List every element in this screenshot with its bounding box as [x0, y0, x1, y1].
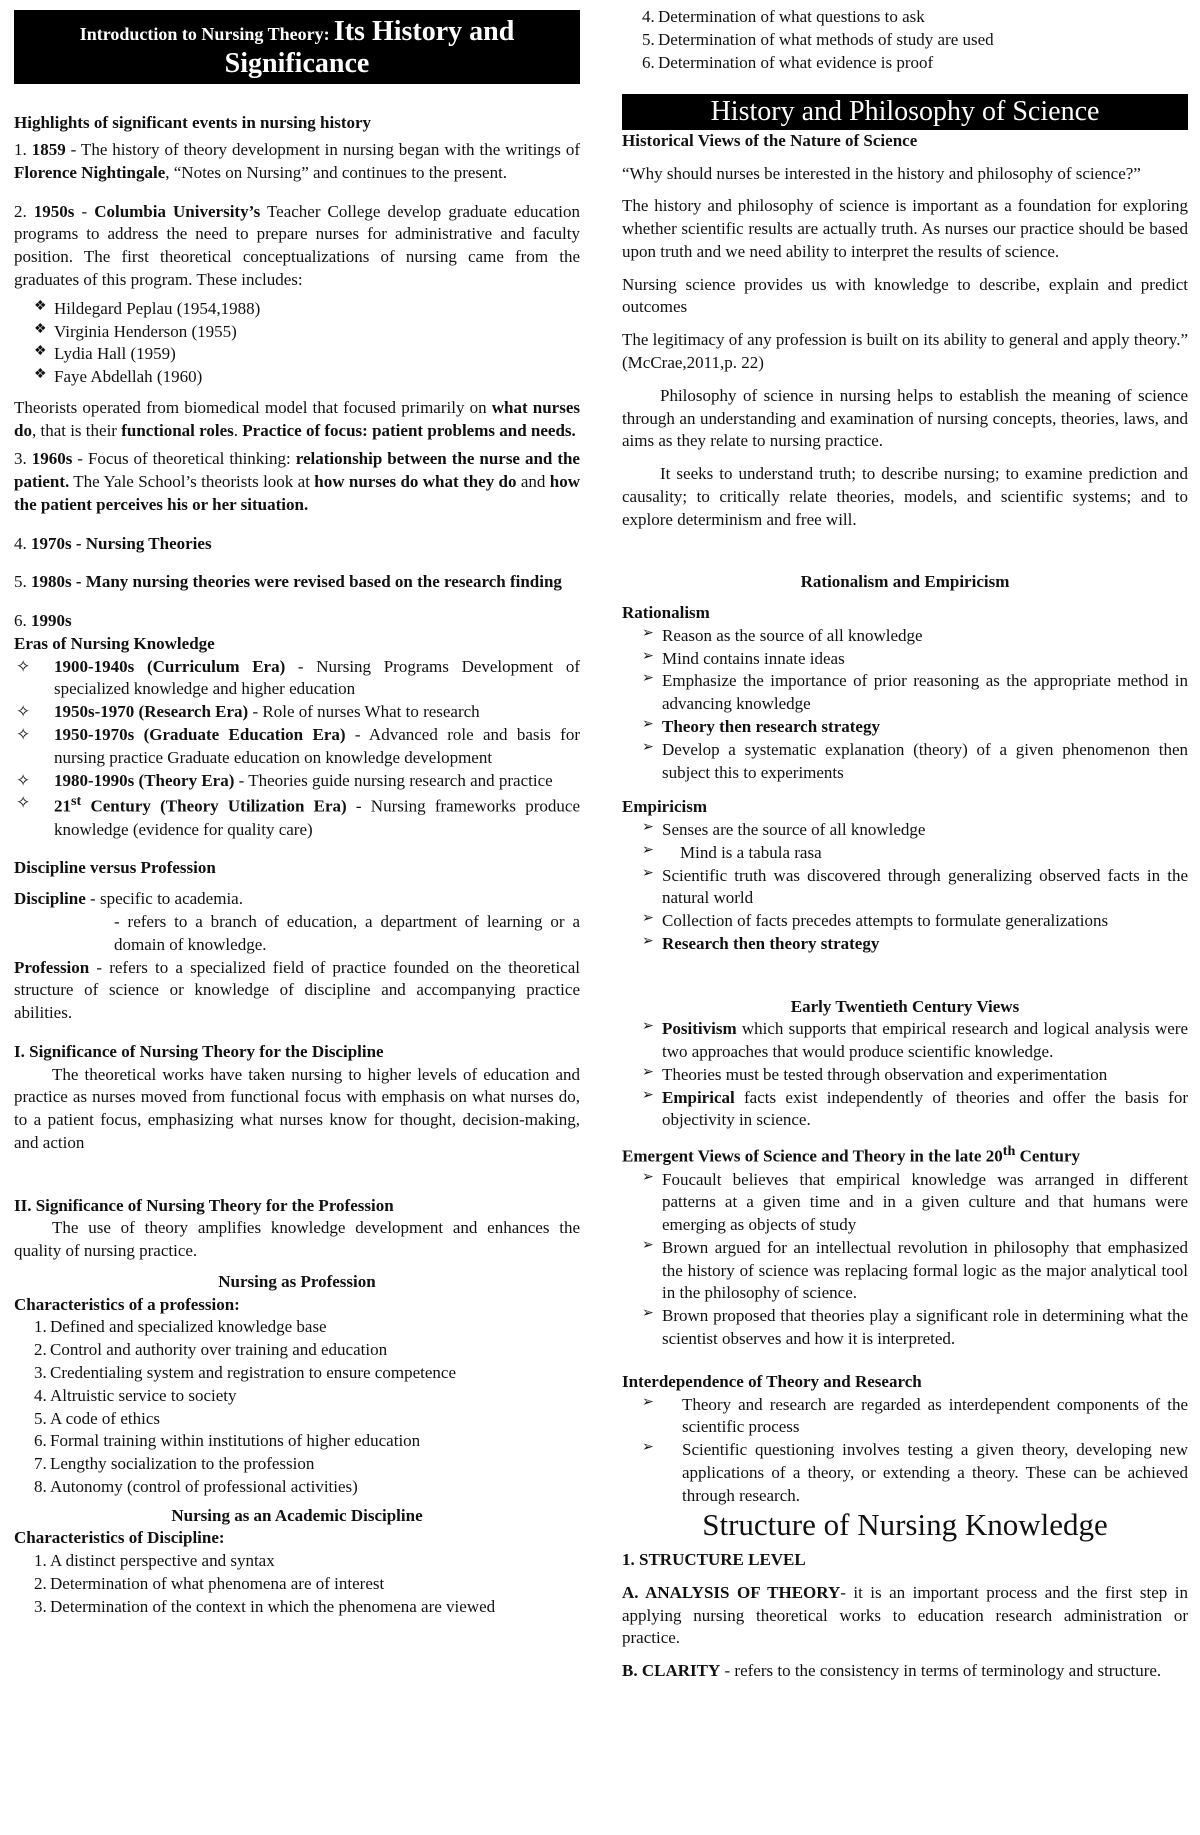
list-item: ✧ 1950-1970s (Graduate Education Era) - Advanced role and basis for nursing practice Graduate education on knowledge development [16, 724, 581, 767]
sig2-heading: II. Significance of Nursing Theory for the Profession [14, 1195, 394, 1215]
list-item: 3. Credentialing system and registration to ensure competence [34, 1363, 456, 1383]
arrow-bullet-icon: ➢ [642, 671, 654, 687]
arrow-bullet-icon: ➢ [642, 842, 654, 858]
list-item: 6. Formal training within institutions of higher education [34, 1431, 421, 1451]
arrow-bullet-icon: ➢ [642, 933, 654, 949]
eras-list [14, 656, 580, 842]
list-item: ✧ 21st Century (Theory Utilization Era) - Nursing frameworks produce knowledge (evidence for quality care) [16, 793, 580, 839]
list-item: ➢ Collection of facts precedes attempts to formulate generalizations [642, 911, 1109, 931]
arrow-bullet-icon: ➢ [642, 1394, 654, 1410]
list-item: ➢ Research then theory strategy [642, 933, 880, 953]
paragraph: “Why should nurses be interested in the history and philosophy of science?” [622, 163, 1141, 183]
profession-definition: Profession - refers to a specialized field of practice founded on the theoretical structure of science or knowledge of discipline and accompanying practice abilities. [14, 957, 580, 1023]
star-bullet-icon: ✧ [16, 702, 31, 722]
sig2-text: The use of theory amplifies knowledge development and enhances the quality of nursing practice. [14, 1218, 580, 1261]
arrow-bullet-icon: ➢ [642, 1237, 654, 1253]
history-item-6: 6. 1990s [14, 611, 72, 631]
empiricism-list [622, 819, 1188, 956]
right-column [622, 6, 1188, 1683]
list-item: 3. Determination of the context in which the phenomena are viewed [34, 1596, 496, 1616]
list-item: ❖ Faye Abdellah (1960) [34, 367, 203, 387]
list-item: 2. Control and authority over training and education [34, 1340, 388, 1360]
emergent-list [622, 1169, 1188, 1351]
clarity-text: B. CLARITY - refers to the consistency in terms of terminology and structure. [622, 1661, 1162, 1681]
star-bullet-icon: ✧ [16, 770, 31, 790]
list-item: ➢ Emphasize the importance of prior reasoning as the appropriate method in advancing knowledge [642, 671, 1188, 714]
history-item-5: 5. 1980s - Many nursing theories were revised based on the research finding [14, 572, 562, 592]
star-bullet-icon: ✧ [16, 656, 31, 676]
highlights-heading: Highlights of significant events in nursing history [14, 113, 372, 133]
rationalism-list [622, 625, 1188, 784]
acad-list-continued [622, 6, 1188, 74]
sig1-heading: I. Significance of Nursing Theory for the Discipline [14, 1041, 384, 1061]
diamond-bullet-icon: ❖ [34, 344, 47, 360]
paragraph: It seeks to understand truth; to describe nursing; to examine prediction and causality; to critically relate theories, models, and scientific systems; and to explore determinism and free will. [622, 464, 1188, 529]
list-item: ➢ Brown argued for an intellectual revolution in philosophy that emphasized the history of science was replacing formal logic as the major analytical tool in the philosophy of science. [642, 1237, 1188, 1303]
arrow-bullet-icon: ➢ [642, 716, 654, 732]
list-item: ✧ 1900-1940s (Curriculum Era) - Nursing Programs Development of specialized knowledge and higher education [16, 656, 580, 699]
list-item: ➢ Brown proposed that theories play a significant role in determining what the scientist observes and how it is interpreted. [642, 1306, 1188, 1348]
list-item: ➢ Develop a systematic explanation (theory) of a given phenomenon then subject this to experiments [642, 739, 1188, 782]
prof-heading: Nursing as Profession [218, 1271, 376, 1291]
history-item-1: 1. 1859 - The history of theory development in nursing began with the writings of Florence Nightingale, “Notes on Nursing” and continues to the present. [14, 140, 581, 182]
list-item: 4. Altruistic service to society [34, 1385, 237, 1405]
arrow-bullet-icon: ➢ [642, 820, 654, 836]
list-item: 1. Defined and specialized knowledge base [34, 1317, 327, 1337]
arrow-bullet-icon: ➢ [642, 1064, 654, 1080]
star-bullet-icon: ✧ [16, 724, 31, 744]
list-item: 4. Determination of what questions to ask [642, 7, 925, 26]
prof-list [14, 1316, 580, 1498]
discipline-definition: Discipline - specific to academia. [14, 889, 243, 909]
left-column [14, 10, 580, 1618]
theorists-list [14, 298, 580, 389]
arrow-bullet-icon: ➢ [642, 1440, 654, 1456]
early-heading: Early Twentieth Century Views [790, 996, 1020, 1016]
list-item: ➢ Positivism which supports that empirical research and logical analysis were two approaches that would produce scientific knowledge. [642, 1019, 1188, 1062]
discipline-heading: Discipline versus Profession [14, 858, 216, 878]
sig1-text: The theoretical works have taken nursing to higher levels of education and practice as nurses moved from functional focus with emphasis on what nurses do, to a patient focus, emphasizing what nurses know for thought, decision-making, and action [14, 1064, 580, 1152]
list-item: ➢ Theories must be tested through observation and experimentation [642, 1064, 1108, 1084]
arrow-bullet-icon: ➢ [642, 1087, 654, 1103]
list-item: ➢ Scientific truth was discovered through generalizing observed facts in the natural world [642, 865, 1188, 908]
list-item: ✧ 1950s-1970 (Research Era) - Role of nurses What to research [14, 701, 580, 724]
history-item-2: 2. 1950s - Columbia University’s Teacher College develop graduate education programs to address the need to prepare nurses for administrative and faculty position. The first theoretical conceptualizations of nursing came from the graduates of this program. These includes: [14, 201, 580, 289]
title-big: Its History and Significance [224, 16, 515, 80]
prof-subheading: Characteristics of a profession: [14, 1294, 240, 1314]
structure-level: 1. STRUCTURE LEVEL [622, 1550, 806, 1569]
list-item: ➢ Mind contains innate ideas [642, 648, 845, 668]
eras-heading: Eras of Nursing Knowledge [14, 633, 215, 653]
acad-subheading: Characteristics of Discipline: [14, 1528, 225, 1548]
list-item: ❖ Virginia Henderson (1955) [34, 321, 237, 341]
list-item: 5. A code of ethics [34, 1408, 160, 1428]
title-banner [14, 10, 580, 84]
list-item: ➢ Scientific questioning involves testing a given theory, developing new applications of a theory, or extending a theory. These can be achieved through research. [642, 1440, 1188, 1505]
arrow-bullet-icon: ➢ [642, 1306, 654, 1322]
acad-heading: Nursing as an Academic Discipline [171, 1505, 423, 1525]
list-item: 1. A distinct perspective and syntax [34, 1551, 275, 1571]
list-item: ➢ Empirical facts exist independently of theories and offer the basis for objectivity in science. [642, 1087, 1188, 1130]
list-item: ➢ Mind is a tabula rasa [642, 842, 822, 862]
title-small: Introduction to Nursing Theory: [79, 24, 330, 44]
arrow-bullet-icon: ➢ [642, 739, 654, 755]
list-item: ❖ Lydia Hall (1959) [34, 344, 176, 364]
diamond-bullet-icon: ❖ [34, 298, 47, 314]
discipline-definition-2: - refers to a branch of education, a department of learning or a domain of knowledge. [114, 912, 580, 954]
list-item: 7. Lengthy socialization to the profession [34, 1454, 315, 1474]
list-item: ➢ Reason as the source of all knowledge [642, 625, 923, 645]
history-philosophy-banner: History and Philosophy of Science [622, 94, 1188, 130]
hist-views-heading: Historical Views of the Nature of Science [622, 130, 918, 150]
rationalism-heading: Rationalism [622, 603, 710, 623]
acad-list [14, 1550, 580, 1618]
paragraph: The history and philosophy of science is important as a foundation for exploring whether scientific results are actually truth. As nurses our practice should be based upon truth and we need ability to interpret the results of science. [622, 196, 1188, 261]
diamond-bullet-icon: ❖ [34, 367, 47, 383]
interdep-heading: Interdependence of Theory and Research [622, 1371, 922, 1391]
list-item: ➢ Theory then research strategy [642, 716, 880, 736]
list-item: ➢ Senses are the source of all knowledge [642, 820, 926, 840]
paragraph: Nursing science provides us with knowledge to describe, explain and predict outcomes [622, 274, 1188, 317]
list-item: ❖ Hildegard Peplau (1954,1988) [34, 298, 261, 318]
history-item-3: 3. 1960s - Focus of theoretical thinking: relationship between the nurse and the patient. The Yale School’s theorists look at how nurses do what they do and how the patient perceives his or her situation. [14, 449, 581, 514]
analysis-text: A. ANALYSIS OF THEORY- it is an important process and the first step in applying nursing theoretical works to education research administration or practice. [622, 1582, 1188, 1648]
early-list [622, 1018, 1188, 1132]
diamond-bullet-icon: ❖ [34, 321, 47, 337]
history-item-4: 4. 1970s - Nursing Theories [14, 533, 212, 553]
empiricism-heading: Empiricism [622, 797, 707, 817]
arrow-bullet-icon: ➢ [642, 648, 654, 664]
star-bullet-icon: ✧ [16, 793, 31, 813]
emergent-heading: Emergent Views of Science and Theory in the late 20th Century [622, 1143, 1081, 1166]
interdep-list [622, 1394, 1188, 1508]
list-item: 2. Determination of what phenomena are of interest [34, 1573, 385, 1593]
arrow-bullet-icon: ➢ [642, 865, 654, 881]
list-item: 5. Determination of what methods of study are used [642, 29, 994, 49]
list-item: ➢ Foucault believes that empirical knowledge was arranged in different patterns at a given time and in a given culture and that humans were emerging as objects of study [642, 1169, 1188, 1235]
arrow-bullet-icon: ➢ [642, 625, 654, 641]
arrow-bullet-icon: ➢ [642, 1019, 654, 1035]
structure-title: Structure of Nursing Knowledge [702, 1507, 1108, 1543]
paragraph: Philosophy of science in nursing helps to establish the meaning of science through an understanding and examination of nursing concepts, theories, laws, and aims as they relate to nursing practice. [622, 385, 1188, 451]
arrow-bullet-icon: ➢ [642, 911, 654, 927]
theorists-note: Theorists operated from biomedical model that focused primarily on what nurses do, that is their functional roles. Practice of focus: patient problems and needs. [14, 397, 580, 440]
arrow-bullet-icon: ➢ [642, 1169, 654, 1185]
paragraph: The legitimacy of any profession is built on its ability to general and apply theory.” (McCrae,2011,p. 22) [622, 330, 1188, 373]
list-item: ✧ 1980-1990s (Theory Era) - Theories guide nursing research and practice [14, 770, 580, 793]
list-item: 6. Determination of what evidence is proof [642, 52, 934, 72]
re-heading: Rationalism and Empiricism [800, 572, 1010, 592]
list-item: ➢ Theory and research are regarded as interdependent components of the scientific process [642, 1394, 1188, 1437]
list-item: 8. Autonomy (control of professional activities) [34, 1476, 358, 1496]
